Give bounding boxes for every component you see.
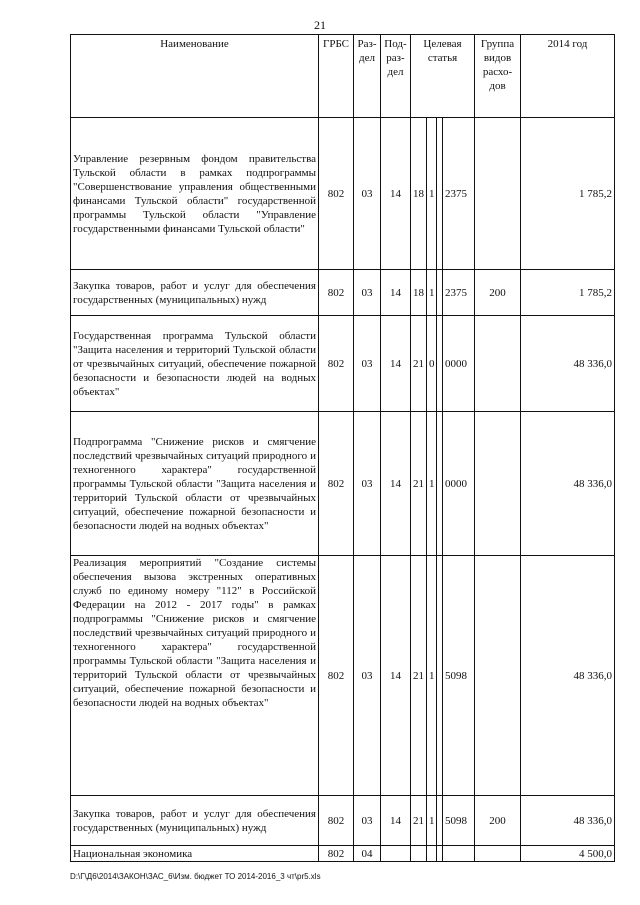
row-razdel: 03 [354,556,381,796]
table-header-row [71,35,615,118]
budget-table [70,34,615,862]
row-target-part-4: 2375 [443,118,475,270]
row-target-part-1: 21 [411,796,427,846]
row-razdel: 03 [354,270,381,316]
header-razdel: Раз-дел [354,35,381,118]
row-expense-group: 200 [475,796,521,846]
row-podrazdel: 14 [381,796,411,846]
row-target-part-2: 1 [427,556,437,796]
row-name: Закупка товаров, работ и услуг для обеспечения государственных (муниципальных) нужд [71,270,319,316]
row-name: Национальная экономика [71,846,319,862]
row-podrazdel: 14 [381,556,411,796]
table-row [71,316,615,412]
table-row [71,846,615,862]
row-podrazdel: 14 [381,412,411,556]
row-target-part-1 [411,846,427,862]
row-expense-group [475,846,521,862]
row-expense-group [475,316,521,412]
row-name: Управление резервным фондом правительства Тульской области в рамках подпрограммы "Совершенствование управления общественными финансами Тульской области" государственной программы Тульской области "Управление государственными финансами Тульской области" [71,118,319,270]
file-path-footer: D:\Г\Д6\2014\ЗАКОН\ЗАС_6\Изм. бюджет ТО 2014-2016_3 чт\pr5.xls [70,872,321,881]
header-name: Наименование [71,35,319,118]
row-grbs: 802 [319,118,354,270]
row-amount: 48 336,0 [521,316,615,412]
row-amount: 48 336,0 [521,796,615,846]
row-target-part-2 [427,846,437,862]
row-grbs: 802 [319,412,354,556]
table-row [71,556,615,796]
row-amount: 48 336,0 [521,556,615,796]
row-grbs: 802 [319,846,354,862]
row-razdel: 03 [354,412,381,556]
row-target-part-1: 21 [411,412,427,556]
row-amount: 48 336,0 [521,412,615,556]
row-expense-group [475,556,521,796]
header-podrazdel: Под-раз-дел [381,35,411,118]
row-name: Реализация мероприятий "Создание системы обеспечения вызова экстренных оперативных служб по единому номеру "112" в Российской Федерации на 2012 - 2017 годы" в рамках подпрограммы "Снижение рисков и смягчение последствий чрезвычайных ситуаций природного и техногенного характера" государственной программы Тульской области "Защита населения и территорий Тульской области от чрезвычайных ситуаций, обеспечение пожарной безопасности и безопасности людей на водных объектах" [71,556,319,796]
row-razdel: 04 [354,846,381,862]
row-target-part-1: 18 [411,118,427,270]
row-name: Государственная программа Тульской области "Защита населения и территорий Тульской области от чрезвычайных ситуаций, обеспечение пожарной безопасности и безопасности людей на водных объектах" [71,316,319,412]
row-amount: 4 500,0 [521,846,615,862]
row-target-part-1: 21 [411,556,427,796]
row-target-part-4: 2375 [443,270,475,316]
row-target-part-4: 5098 [443,796,475,846]
row-target-part-1: 21 [411,316,427,412]
header-year-2014: 2014 год [521,35,615,118]
row-target-part-2: 1 [427,412,437,556]
row-razdel: 03 [354,796,381,846]
row-target-part-2: 1 [427,270,437,316]
row-grbs: 802 [319,796,354,846]
row-amount: 1 785,2 [521,270,615,316]
row-podrazdel [381,846,411,862]
row-name: Закупка товаров, работ и услуг для обеспечения государственных (муниципальных) нужд [71,796,319,846]
header-grbs: ГРБС [319,35,354,118]
row-target-part-4 [443,846,475,862]
row-podrazdel: 14 [381,270,411,316]
row-podrazdel: 14 [381,316,411,412]
row-name: Подпрограмма "Снижение рисков и смягчение последствий чрезвычайных ситуаций природного и техногенного характера" государственной программы Тульской области "Защита населения и территорий Тульской области от чрезвычайных ситуаций, обеспечение пожарной безопасности и безопасности людей на водных объектах" [71,412,319,556]
table-row [71,118,615,270]
row-grbs: 802 [319,556,354,796]
row-razdel: 03 [354,118,381,270]
header-celevaya-statya: Целевая статья [411,35,475,118]
row-expense-group [475,412,521,556]
row-podrazdel: 14 [381,118,411,270]
table-body [71,118,615,862]
header-gruppa-vidov-rashodov: Группа видов расхо-дов [475,35,521,118]
row-razdel: 03 [354,316,381,412]
row-expense-group [475,118,521,270]
row-target-part-4: 5098 [443,556,475,796]
row-expense-group: 200 [475,270,521,316]
row-target-part-4: 0000 [443,316,475,412]
row-grbs: 802 [319,270,354,316]
row-target-part-4: 0000 [443,412,475,556]
table-row [71,412,615,556]
table-row [71,270,615,316]
row-target-part-2: 0 [427,316,437,412]
row-target-part-1: 18 [411,270,427,316]
row-grbs: 802 [319,316,354,412]
page-number: 21 [314,18,326,32]
row-target-part-2: 1 [427,796,437,846]
table-row [71,796,615,846]
row-target-part-2: 1 [427,118,437,270]
row-amount: 1 785,2 [521,118,615,270]
